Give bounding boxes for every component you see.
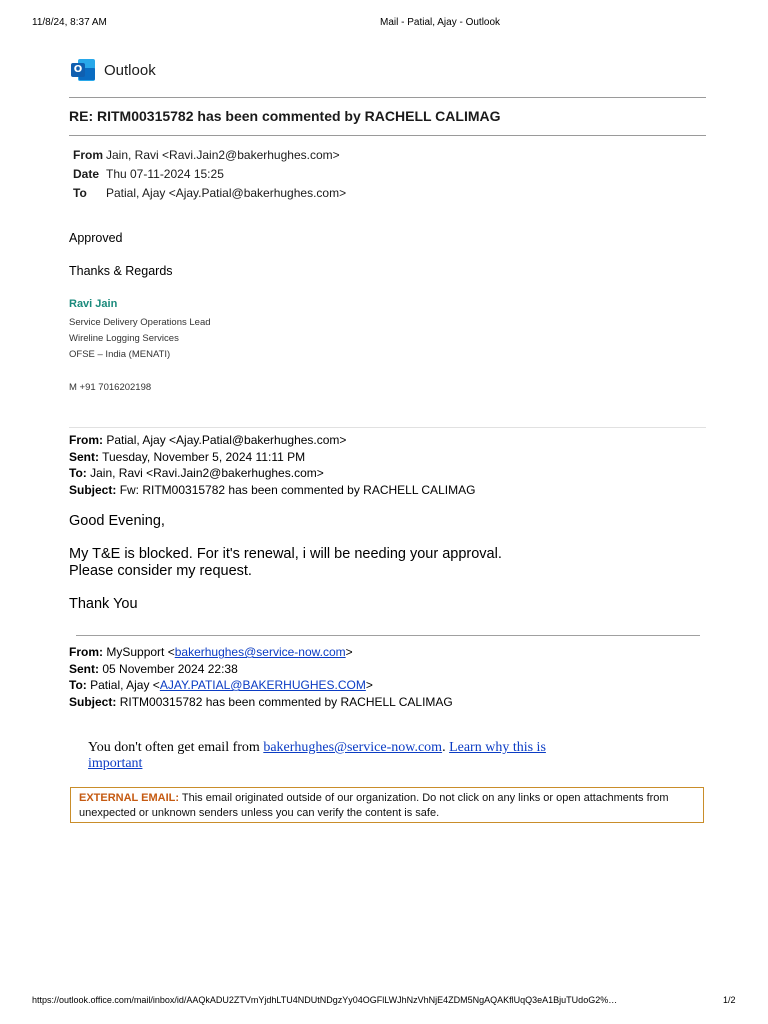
print-url: https://outlook.office.com/mail/inbox/id/AAQkADU2ZTVmYjdhLTU4NDUtNDgzYy04OGFlLWJhNzVhNjE4ZDM5NgAQAKflUqQ3eA1BjuTUdoG2%… — [32, 995, 618, 1005]
divider — [69, 135, 706, 136]
signature-title: Service Delivery Operations Lead — [69, 317, 211, 328]
date-value: Thu 07-11-2024 15:25 — [106, 167, 224, 181]
date-row — [73, 167, 224, 181]
fwd1-to: To: Jain, Ravi <Ravi.Jain2@bakerhughes.com> — [69, 466, 324, 480]
notice-sender-link[interactable]: bakerhughes@service-now.com — [263, 740, 443, 755]
print-title: Mail - Patial, Ajay - Outlook — [380, 17, 501, 28]
outlook-icon: O — [71, 59, 95, 81]
learn-why-link-cont[interactable]: important — [88, 756, 143, 771]
fwd1-greeting: Good Evening, — [69, 513, 165, 529]
print-page-number: 1/2 — [723, 995, 736, 1005]
fwd1-line1: My T&E is blocked. For it's renewal, i will be needing your approval. — [69, 546, 502, 562]
external-email-text: This email originated outside of our organization. Do not click on any links or open attachments from unexpected or unknown senders unless you can verify the content is safe. — [79, 792, 669, 819]
learn-why-link[interactable]: Learn why this is — [449, 740, 546, 755]
fwd2-from-link[interactable]: bakerhughes@service-now.com — [174, 645, 346, 659]
app-name: Outlook — [104, 61, 156, 79]
to-row — [73, 186, 346, 200]
signature-dept: Wireline Logging Services — [69, 333, 179, 344]
fwd1-thanks: Thank You — [69, 596, 138, 612]
external-email-banner — [70, 787, 704, 823]
fwd2-to: To: Patial, Ajay <AJAY.PATIAL@BAKERHUGHES.COM> — [69, 678, 373, 692]
from-label: From — [73, 148, 103, 162]
fwd1-subject: Subject: Fw: RITM00315782 has been commented by RACHELL CALIMAG — [69, 483, 476, 497]
to-label: To — [73, 186, 87, 200]
fwd1-sent: Sent: Tuesday, November 5, 2024 11:11 PM — [69, 450, 306, 464]
body-regards: Thanks & Regards — [69, 264, 173, 278]
fwd2-to-link[interactable]: AJAY.PATIAL@BAKERHUGHES.COM — [159, 678, 366, 692]
fwd1-from: From: Patial, Ajay <Ajay.Patial@bakerhughes.com> — [69, 433, 347, 447]
fwd2-subject: Subject: RITM00315782 has been commented by RACHELL CALIMAG — [69, 695, 453, 709]
from-row — [73, 148, 340, 162]
outlook-brand — [71, 59, 156, 81]
fwd2-from: From: MySupport <bakerhughes@service-now.com> — [69, 645, 353, 659]
fwd1-line2: Please consider my request. — [69, 563, 252, 579]
body-approved: Approved — [69, 231, 123, 245]
signature-mobile: M +91 7016202198 — [69, 382, 152, 393]
divider — [69, 427, 706, 428]
to-value[interactable]: Patial, Ajay <Ajay.Patial@bakerhughes.com> — [106, 186, 347, 200]
from-value[interactable]: Jain, Ravi <Ravi.Jain2@bakerhughes.com> — [106, 148, 340, 162]
date-label: Date — [73, 167, 100, 181]
signature-name: Ravi Jain — [69, 298, 118, 310]
email-subject: RE: RITM00315782 has been commented by RACHELL CALIMAG — [69, 108, 501, 124]
external-email-label: EXTERNAL EMAIL: — [79, 792, 180, 804]
signature-location: OFSE – India (MENATI) — [69, 349, 171, 360]
divider — [69, 97, 706, 98]
sender-notice: You don't often get email from bakerhughes@service-now.com. Learn why this is — [88, 740, 546, 755]
fwd2-sent: Sent: 05 November 2024 22:38 — [69, 662, 238, 676]
print-datetime: 11/8/24, 8:37 AM — [32, 17, 107, 28]
divider — [76, 635, 700, 636]
